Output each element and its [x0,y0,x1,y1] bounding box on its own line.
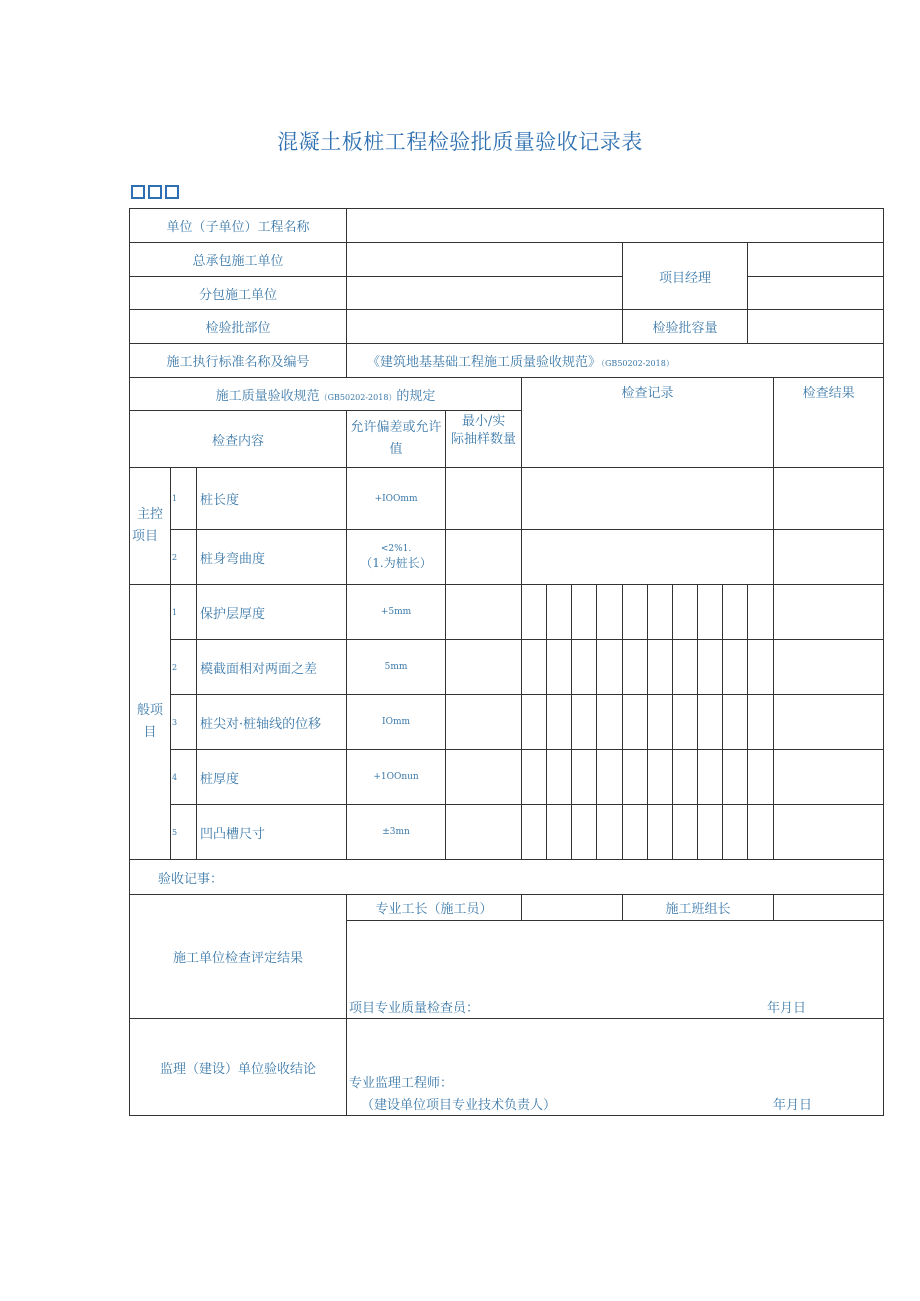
record-cell[interactable] [522,640,547,695]
item-check-record[interactable] [522,468,774,530]
record-cell[interactable] [547,695,572,750]
record-cell[interactable] [698,585,723,640]
spec-suffix: 的规定 [396,388,436,404]
record-cell[interactable] [723,640,748,695]
row-batch-part [130,310,884,344]
item-name: 桩身弯曲度 [197,530,347,585]
item-tolerance: ±3mn [347,805,446,860]
quality-inspector-label: 项目专业质量检查员： [349,1001,480,1016]
row-construction-signers [130,895,884,921]
row-general-contractor [130,243,884,277]
item-check-result[interactable] [774,750,884,805]
record-cell[interactable] [673,640,698,695]
item-name: 保护层厚度 [197,585,347,640]
record-cell[interactable] [698,695,723,750]
code-box[interactable] [131,185,145,199]
record-cell[interactable] [748,640,774,695]
batch-part-value[interactable] [347,310,623,344]
item-name: 凹凸槽尺寸 [197,805,347,860]
main-control-line2: 项目 [132,529,159,544]
general-contractor-label: 总承包施工单位 [130,243,347,277]
item-tolerance: +5mm [347,585,446,640]
record-cell[interactable] [572,750,597,805]
table-row [130,695,884,750]
unit-project-name-label: 单位（子单位）工程名称 [130,209,347,243]
page-title: 混凝土板桩工程检验批质量验收记录表 [277,130,643,154]
record-cell[interactable] [597,805,623,860]
item-tolerance-cell [347,530,446,585]
team-leader-value[interactable] [774,895,884,921]
table-row [130,640,884,695]
standard-value: 《建筑地基基础工程施工质量验收规范》 [367,355,602,370]
record-cell[interactable] [522,805,547,860]
item-number: 3 [171,695,197,750]
record-cell[interactable] [698,750,723,805]
code-box[interactable] [148,185,162,199]
row-spec-header [130,378,884,411]
record-cell[interactable] [623,585,648,640]
record-cell[interactable] [522,695,547,750]
project-manager-value[interactable] [748,243,884,277]
allowance-line2: 值 [389,442,403,457]
record-cell[interactable] [572,695,597,750]
record-cell[interactable] [623,695,648,750]
unit-project-name-value[interactable] [347,209,884,243]
subcontractor-label: 分包施工单位 [130,277,347,310]
table-row [130,468,884,530]
record-cell[interactable] [748,585,774,640]
owner-rep-label: （建设单位项目专业技术负责人） [361,1098,557,1113]
record-cell[interactable] [673,750,698,805]
record-cell[interactable] [723,585,748,640]
item-check-result[interactable] [774,585,884,640]
spec-code: （GB50202-2018） [319,392,397,402]
table-row [130,530,884,585]
item-name: 桩长度 [197,468,347,530]
team-leader-label: 施工班组长 [623,895,774,921]
record-cell[interactable] [522,585,547,640]
main-control-label [130,468,171,585]
table-row [130,750,884,805]
row-standard [130,344,884,378]
general-label [130,585,171,860]
item-number: 5 [171,805,197,860]
item-sample-count[interactable] [446,585,522,640]
record-cell[interactable] [648,585,673,640]
general-line1: 般项 [136,703,163,718]
date-label: 年月日 [773,1098,813,1113]
record-cell[interactable] [698,640,723,695]
project-manager-label: 项目经理 [623,243,748,310]
item-tolerance: +IOOmm [347,468,446,530]
item-tolerance: <2%1. [380,543,412,554]
subcontractor-value[interactable] [347,277,623,310]
record-cell[interactable] [547,750,572,805]
record-cell[interactable] [698,805,723,860]
record-cell[interactable] [597,640,623,695]
item-tolerance: IOmm [347,695,446,750]
row-unit-project [130,209,884,243]
record-cell[interactable] [572,805,597,860]
min-sample-line1: 最小/实 [461,414,506,429]
row-acceptance-notes [130,860,884,895]
record-cell[interactable] [673,695,698,750]
item-check-result[interactable] [774,468,884,530]
item-sample-count[interactable] [446,530,522,585]
record-cell[interactable] [673,585,698,640]
item-check-result[interactable] [774,805,884,860]
main-control-line1: 主控 [136,507,163,522]
table-row [130,585,884,640]
allowance-line1: 允许偏差或允许 [350,420,442,435]
item-check-result[interactable] [774,695,884,750]
date-label: 年月日 [767,1001,807,1016]
record-cell[interactable] [547,585,572,640]
standard-label: 施工执行标准名称及编号 [130,344,347,378]
supervision-label: 监理（建设）单位验收结论 [130,1019,347,1116]
record-cell[interactable] [623,750,648,805]
min-sample-line2: 际抽样数量 [451,432,517,447]
record-cell[interactable] [522,750,547,805]
min-sample-header [446,411,522,468]
item-name: 模截面相对两面之差 [197,640,347,695]
item-number: 2 [171,640,197,695]
item-name: 桩尖对·桩轴线的位移 [197,695,347,750]
record-cell[interactable] [648,805,673,860]
batch-part-label: 检验批部位 [130,310,347,344]
allowance-header [347,411,446,468]
record-cell[interactable] [547,805,572,860]
record-cell[interactable] [597,695,623,750]
record-cell[interactable] [623,805,648,860]
row-subcontractor [130,277,884,310]
record-cell[interactable] [572,640,597,695]
record-cell[interactable] [648,640,673,695]
record-cell[interactable] [648,750,673,805]
record-cell[interactable] [648,695,673,750]
standard-code: （GB50202-2018） [601,359,674,368]
batch-capacity-label: 检验批容量 [623,310,748,344]
record-cell[interactable] [748,805,774,860]
batch-capacity-value[interactable] [748,310,884,344]
record-cell[interactable] [723,750,748,805]
check-record-header: 检查记录 [522,378,774,468]
general-contractor-value[interactable] [347,243,623,277]
foreman-label: 专业工长（施工员） [347,895,522,921]
general-line2: 目 [143,725,157,740]
item-number: 1 [171,585,197,640]
spec-prefix: 施工质量验收规范 [215,388,320,404]
item-sample-count[interactable] [446,695,522,750]
item-sample-count[interactable] [446,468,522,530]
record-cell[interactable] [748,695,774,750]
standard-cell [347,344,884,378]
project-manager-value-2[interactable] [748,277,884,310]
item-check-result[interactable] [774,640,884,695]
record-cell[interactable] [547,640,572,695]
record-cell[interactable] [597,750,623,805]
foreman-value[interactable] [522,895,623,921]
construction-result-area[interactable] [347,921,884,1019]
record-cell[interactable] [723,805,748,860]
item-number: 2 [171,530,197,585]
form-code-boxes[interactable] [131,185,180,199]
item-sample-count[interactable] [446,805,522,860]
item-tolerance: +1OOnun [347,750,446,805]
construction-result-label: 施工单位检查评定结果 [130,895,347,1019]
item-tolerance: 5mm [347,640,446,695]
item-number: 1 [171,468,197,530]
record-cell[interactable] [723,695,748,750]
spec-cell [130,378,522,411]
item-check-result[interactable] [774,530,884,585]
item-check-record[interactable] [522,530,774,585]
supervising-engineer-label: 专业监理工程师： [349,1076,454,1091]
supervision-area[interactable] [347,1019,884,1116]
record-cell[interactable] [572,585,597,640]
item-name: 桩厚度 [197,750,347,805]
inspection-form-table [129,208,884,1116]
record-cell[interactable] [623,640,648,695]
item-sample-count[interactable] [446,640,522,695]
record-cell[interactable] [597,585,623,640]
acceptance-notes[interactable]: 验收记事： [130,860,884,895]
record-cell[interactable] [673,805,698,860]
item-tolerance-note: （1.为桩长） [360,555,432,570]
table-row [130,805,884,860]
code-box[interactable] [165,185,179,199]
check-result-header: 检查结果 [774,378,884,468]
row-supervision [130,1019,884,1116]
item-number: 4 [171,750,197,805]
check-content-header: 检查内容 [130,411,347,468]
item-sample-count[interactable] [446,750,522,805]
record-cell[interactable] [748,750,774,805]
